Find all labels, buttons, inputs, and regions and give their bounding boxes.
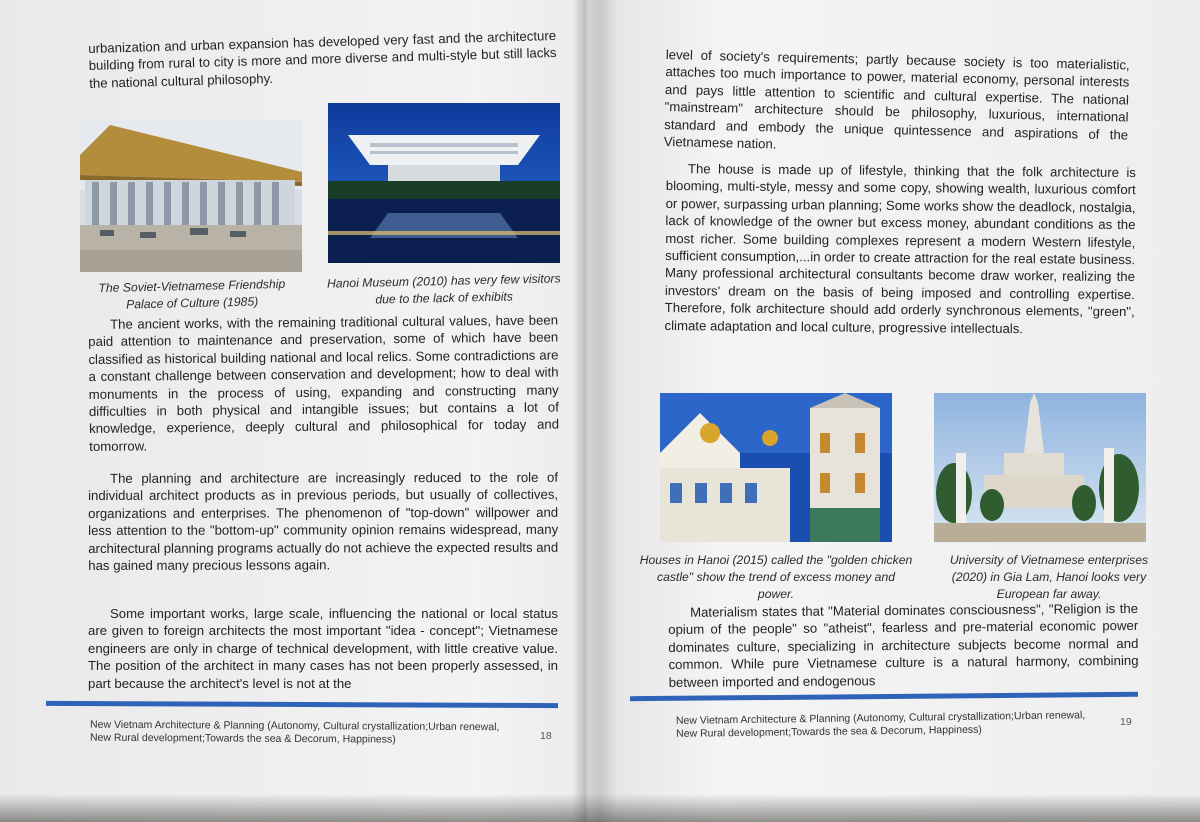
book-bottom-shadow <box>0 794 1200 822</box>
right-page-number: 19 <box>1120 716 1132 728</box>
left-footer-text: New Vietnam Architecture & Planning (Autonomy, Cultural crystallization;Urban renewal, New Rural development;Towards the sea & Decorum, Happiness) <box>89 718 500 746</box>
hanoi-museum-photo <box>328 103 560 263</box>
left-paragraph-important-works: Some important works, large scale, influencing the national or local status are given to foreign architects the most important "idea - concept"; Vietnamese engineers are only in charge of technical development, with little creative value. The position of the architect in many cases has not been properly assessed, in part because the architect's level is not at the <box>88 606 558 691</box>
right-page <box>598 0 1200 822</box>
right-footer-text: New Vietnam Architecture & Planning (Autonomy, Cultural crystallization;Urban renewal, New Rural development;Towards the sea & Decorum, Happiness) <box>675 709 1086 740</box>
palace-of-culture-caption: The Soviet-Vietnamese Friendship Palace of Culture (1985) <box>98 276 286 312</box>
left-paragraph-intro: urbanization and urban expansion has developed very fast and the architecture building from rural to city is more and more diverse and multi-style but still lacks the national cultural philosophy. <box>88 27 557 91</box>
right-footer-rule <box>630 692 1138 701</box>
right-paragraph-materialism: Materialism states that "Material dominates consciousness", "Religion is the opium of the people" so "atheist", fearless and pre-material economic power dominates culture, specializing in architecture subjects become normal and common. While pure Vietnamese culture is a natural harmony, combining between imported and endogenous <box>668 600 1139 690</box>
palace-of-culture-photo <box>80 120 302 272</box>
golden-chicken-castle-caption: Houses in Hanoi (2015) called the "golden chicken castle" show the trend of excess money and power. <box>639 553 913 601</box>
university-caption: University of Vietnamese enterprises (2020) in Gia Lam, Hanoi looks very European far away. <box>949 553 1149 601</box>
right-paragraph-house-lifestyle: The house is made up of lifestyle, thinking that the folk architecture is blooming, multi-style, messy and some copy, showing wealth, luxurious comfort or power, surpassing urban planning; Some works show the deadlock, nostalgia, lack of knowledge of the owner but excess money, abundant conditions as the most richer. Some building complexes represent a modern Western lifestyle, sufficient consumption,...in order to create attraction for the real estate business. Many professional architectural consultants become draw worker, realizing the investors' dream on the basis of being imposed and controlling expertise. Therefore, folk architecture should add orderly synchronous elements, "green", climate adaptation and local culture, progressive intellectuals. <box>664 161 1136 336</box>
hanoi-museum-caption: Hanoi Museum (2010) has very few visitors due to the lack of exhibits <box>326 271 561 307</box>
left-page-number: 18 <box>540 730 552 742</box>
right-paragraph-society: level of society's requirements; partly because society is too materialistic, attaches too much importance to power, material economy, personal interests and pays little attention to scientific and cultural expertise. The national "mainstream" architecture should be philosophy, luxurious, international standard and embody the unique quintessence and aspirations of the Vietnamese nation. <box>663 46 1130 152</box>
golden-chicken-castle-photo <box>660 393 892 542</box>
left-footer-rule <box>46 701 558 708</box>
left-paragraph-planning: The planning and architecture are increasingly reduced to the role of individual architect products as in previous periods, but usually of collectives, organizations and enterprises. The phenomenon of "top-down" willpower and less attention to the "bottom-up" community opinion remains widespread, many architectural planning programs actually do not achieve the expected results and has gained many precious lessons again. <box>88 469 559 574</box>
left-page <box>0 0 580 822</box>
university-photo <box>934 393 1146 542</box>
left-paragraph-ancient-works: The ancient works, with the remaining traditional cultural values, have been paid attention to maintenance and preservation, some of which have been classified as historical building national and local relics. Some contradictions are a constant challenge between conservation and development; how to deal with monuments in the process of using, expanding and constructing many difficulties in both physical and intangible issues; but contains a lot of knowledge, experience, deeply cultural and philosophical for today and tomorrow. <box>88 312 560 454</box>
